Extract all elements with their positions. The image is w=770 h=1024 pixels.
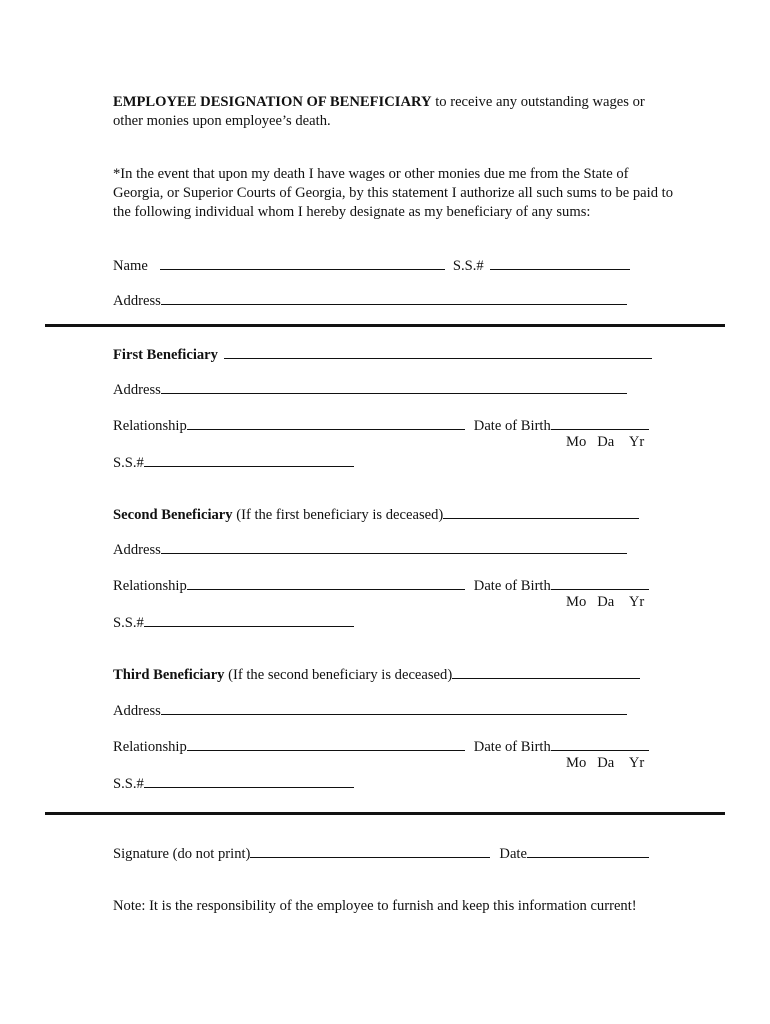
dob-label: Date of Birth [473,418,551,434]
address-label: Address [113,382,161,398]
second-address-row [113,540,627,559]
second-ss-line[interactable] [144,613,354,627]
name-label: Name [113,258,148,274]
third-beneficiary-row [113,665,640,684]
first-relationship-line[interactable] [187,416,465,430]
third-address-line[interactable] [161,701,627,715]
authorization-statement: *In the event that upon my death I have wages or other monies due me from the State of Georgia, or Superior Courts of Georgia, by this statement I authorize all such sums to be paid to the following individual whom I hereby designate as my beneficiary of any sums: [113,166,673,220]
section-divider [45,812,725,815]
signature-date-line[interactable] [527,844,649,858]
first-dob-line[interactable] [551,416,649,430]
third-beneficiary-note: (If the second beneficiary is deceased) [224,667,453,683]
first-relationship-row [113,416,649,435]
mo-label: Mo [566,594,587,610]
third-dob-line[interactable] [551,737,649,751]
ss-label: S.S.# [113,615,144,631]
yr-label: Yr [628,755,645,771]
ss-label: S.S.# [452,258,484,274]
mo-label: Mo [566,434,587,450]
first-ss-row [113,453,354,472]
third-ss-row [113,774,354,793]
dob-hint [566,594,644,611]
address-label: Address [113,293,161,309]
third-relationship-row [113,737,649,756]
signature-row [113,844,649,863]
signature-label: Signature (do not print) [113,846,251,862]
yr-label: Yr [628,594,645,610]
signature-line[interactable] [250,844,490,858]
third-address-row [113,701,627,720]
first-ss-line[interactable] [144,453,354,467]
da-label: Da [597,755,615,771]
da-label: Da [597,594,615,610]
dob-label: Date of Birth [473,578,551,594]
relationship-label: Relationship [113,578,187,594]
relationship-label: Relationship [113,418,187,434]
first-address-row [113,380,627,399]
third-beneficiary-name-line[interactable] [452,665,640,679]
third-ss-line[interactable] [144,774,354,788]
dob-label: Date of Birth [473,739,551,755]
yr-label: Yr [628,434,645,450]
form-title: EMPLOYEE DESIGNATION OF BENEFICIARY [113,94,432,110]
ss-input-line[interactable] [490,256,630,270]
da-label: Da [597,434,615,450]
first-beneficiary-title: First Beneficiary [113,347,218,363]
third-relationship-line[interactable] [187,737,465,751]
employee-name-row [113,256,630,275]
ss-label: S.S.# [113,455,144,471]
mo-label: Mo [566,755,587,771]
address-label: Address [113,703,161,719]
second-beneficiary-row [113,505,639,524]
first-beneficiary-row [113,345,652,364]
second-address-line[interactable] [161,540,627,554]
employee-address-row [113,291,627,310]
date-label: Date [499,846,527,862]
second-beneficiary-title: Second Beneficiary [113,507,233,523]
second-beneficiary-name-line[interactable] [443,505,639,519]
second-relationship-line[interactable] [187,576,465,590]
first-address-line[interactable] [161,380,627,394]
form-title-rest: to receive any outstanding wages or other monies upon employee’s death. [113,94,645,129]
second-ss-row [113,613,354,632]
ss-label: S.S.# [113,776,144,792]
third-beneficiary-title: Third Beneficiary [113,667,225,683]
first-beneficiary-name-line[interactable] [224,345,652,359]
name-input-line[interactable] [160,256,445,270]
relationship-label: Relationship [113,739,187,755]
section-divider [45,324,725,327]
address-input-line[interactable] [161,291,627,305]
footer-note: Note: It is the responsibility of the employee to furnish and keep this information current! [113,898,637,914]
second-beneficiary-note: (If the first beneficiary is deceased) [232,507,444,523]
form-header [113,93,673,131]
second-relationship-row [113,576,649,595]
dob-hint [566,434,644,451]
second-dob-line[interactable] [551,576,649,590]
address-label: Address [113,542,161,558]
dob-hint [566,755,644,772]
